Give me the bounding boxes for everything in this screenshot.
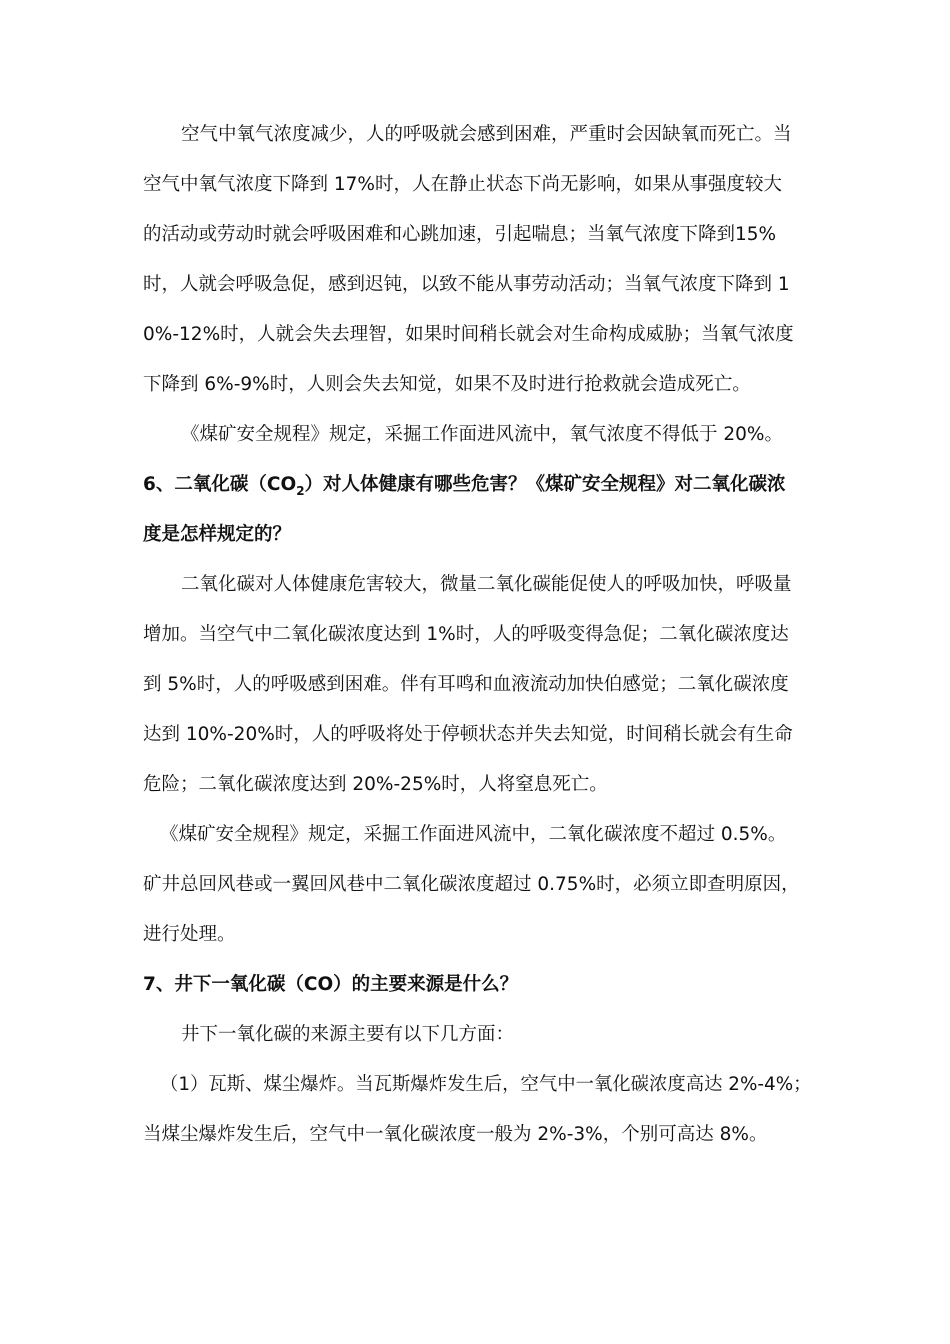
paragraph-line: 矿井总回风巷或一翼回风巷中二氧化碳浓度超过 0.75%时，必须立即查明原因，	[143, 874, 800, 895]
paragraph-line: 到 5%时，人的呼吸感到困难。伴有耳鸣和血液流动加快伯感觉；二氧化碳浓度	[143, 674, 789, 695]
paragraph-line: 空气中氧气浓度减少，人的呼吸就会感到困难，严重时会因缺氧而死亡。当	[181, 124, 792, 145]
regulation-line: 《煤矿安全规程》规定，采掘工作面进风流中，氧气浓度不得低于 20%。	[181, 424, 784, 445]
question-6-part1: 6、二氧化碳（CO	[143, 474, 297, 495]
question-6-heading-line2: 度是怎样规定的？	[143, 524, 292, 545]
list-item: （1）瓦斯、煤尘爆炸。当瓦斯爆炸发生后，空气中一氧化碳浓度高达 2%-4%；	[160, 1074, 812, 1095]
regulation-line: 《煤矿安全规程》规定，采掘工作面进风流中，二氧化碳浓度不超过 0.5%。	[160, 824, 787, 845]
question-6-heading	[143, 472, 786, 498]
paragraph-line: 增加。当空气中二氧化碳浓度达到 1%时，人的呼吸变得急促；二氧化碳浓度达	[143, 624, 789, 645]
paragraph-line: 下降到 6%-9%时，人则会失去知觉，如果不及时进行抢救就会造成死亡。	[143, 374, 751, 395]
question-6-part2: ）对人体健康有哪些危害？《煤矿安全规程》对二氧化碳浓	[304, 474, 786, 495]
paragraph-line: 当煤尘爆炸发生后，空气中一氧化碳浓度一般为 2%-3%，个别可高达 8%。	[143, 1124, 768, 1145]
question-6-subscript: 2	[296, 484, 305, 498]
paragraph-line: 时，人就会呼吸急促，感到迟钝，以致不能从事劳动活动；当氧气浓度下降到 1	[143, 274, 790, 295]
paragraph-line: 0%-12%时，人就会失去理智，如果时间稍长就会对生命构成威胁；当氧气浓度	[143, 324, 794, 345]
paragraph-line: 井下一氧化碳的来源主要有以下几方面：	[181, 1024, 515, 1045]
paragraph-line: 达到 10%-20%时，人的呼吸将处于停顿状态并失去知觉，时间稍长就会有生命	[143, 724, 793, 745]
paragraph-line: 空气中氧气浓度下降到 17%时，人在静止状态下尚无影响，如果从事强度较大	[143, 174, 783, 195]
paragraph-line: 进行处理。	[143, 924, 236, 945]
paragraph-line: 危险；二氧化碳浓度达到 20%-25%时，人将窒息死亡。	[143, 774, 608, 795]
question-7-heading: 7、井下一氧化碳（CO）的主要来源是什么？	[143, 974, 519, 995]
paragraph-line: 二氧化碳对人体健康危害较大，微量二氧化碳能促使人的呼吸加快，呼吸量	[181, 574, 792, 595]
paragraph-line: 的活动或劳动时就会呼吸困难和心跳加速，引起喘息；当氧气浓度下降到15%	[143, 224, 777, 245]
